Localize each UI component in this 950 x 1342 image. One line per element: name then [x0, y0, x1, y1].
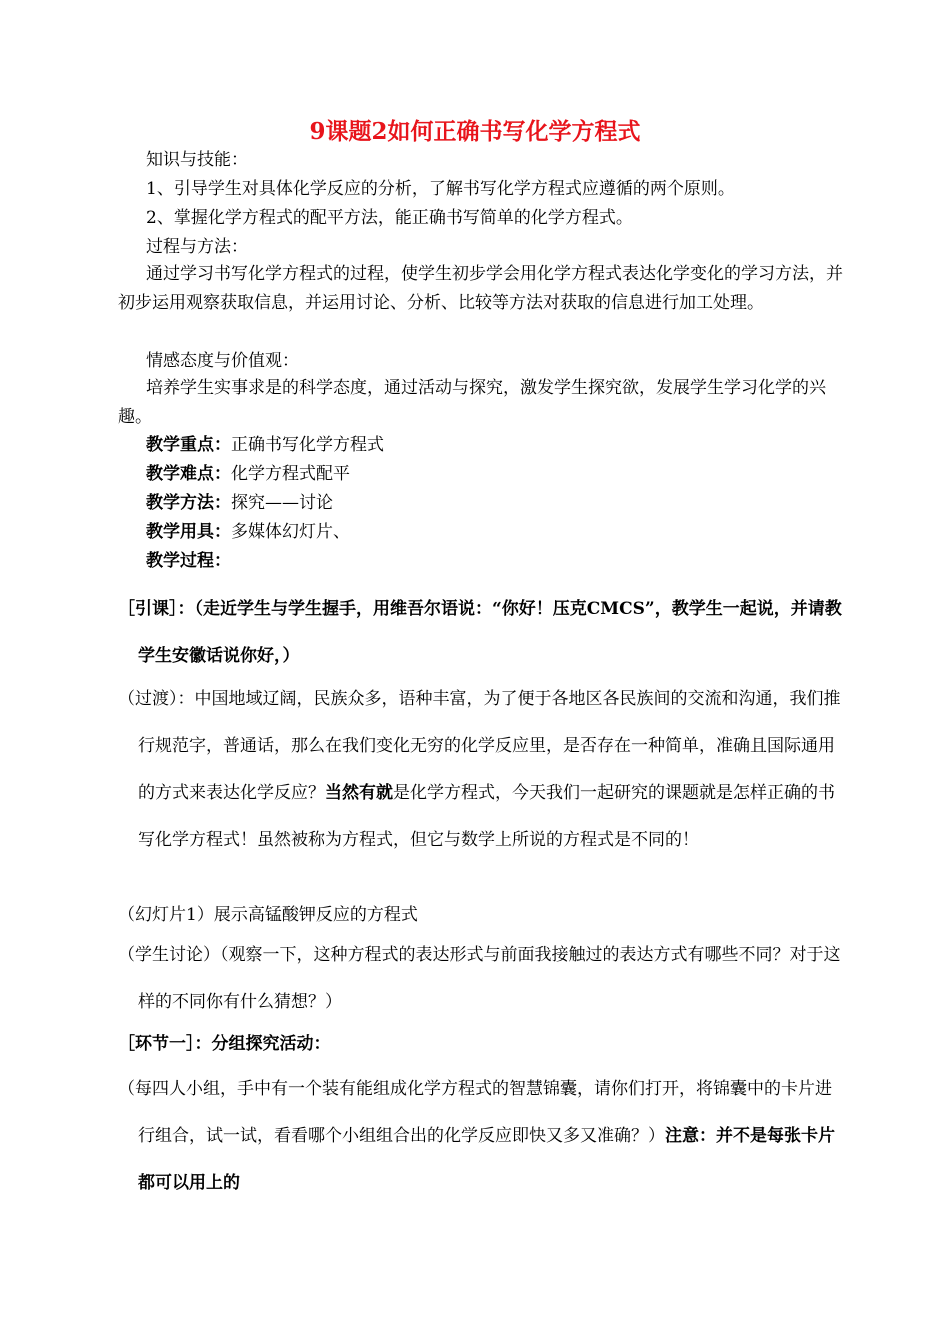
teaching-key-label: 教学重点：	[146, 435, 231, 455]
emotion-heading: 情感态度与价值观：	[146, 351, 299, 371]
teaching-difficulty-label: 教学难点：	[146, 464, 231, 484]
group-paragraph	[118, 1066, 846, 1207]
document-title: 9课题2如何正确书写化学方程式	[309, 118, 641, 145]
group-text: （每四人小组，手中有一个装有能组成化学方程式的智慧锦囊，请你们打开，将锦囊中的卡片进行组合，试一试，看看哪个小组组合出的化学反应即快又多又准确？）	[118, 1079, 832, 1146]
discussion-paragraph: （学生讨论）（观察一下，这种方程式的表达形式与前面我接触过的表达方式有哪些不同？对于这样的不同你有什么猜想？）	[118, 945, 841, 1012]
teaching-method-value: 探究——讨论	[231, 493, 333, 513]
group-note: 注意：并不是每张卡片都可以用上的	[138, 1126, 835, 1193]
knowledge-item-1: 1、引导学生对具体化学反应的分析，了解书写化学方程式应遵循的两个原则。	[146, 179, 735, 199]
slide1-line: （幻灯片1）展示高锰酸钾反应的方程式	[118, 905, 418, 925]
teaching-process-label: 教学过程：	[146, 551, 231, 571]
teaching-difficulty-value: 化学方程式配平	[231, 464, 350, 484]
knowledge-heading: 知识与技能：	[146, 150, 248, 170]
teaching-key-value: 正确书写化学方程式	[231, 435, 384, 455]
transition-text-after: 是化学方程式，今天我们一起研究的课题就是怎样正确的书写化学方程式！虽然被称为方程式，但它与数学上所说的方程式是不同的！	[138, 783, 835, 850]
teaching-tools	[146, 520, 350, 544]
teaching-difficulty	[146, 462, 350, 486]
teaching-method	[146, 491, 333, 515]
teaching-key	[146, 433, 384, 457]
intro-paragraph: ［引课］：（走近学生与学生握手，用维吾尔语说：“你好！压克CMCS”，教学生一起说，并请教学生安徽话说你好，）	[118, 599, 842, 666]
teaching-tools-value: 多媒体幻灯片、	[231, 522, 350, 542]
emotion-paragraph: 培养学生实事求是的科学态度，通过活动与探究，激发学生探究欲，发展学生学习化学的兴趣。	[118, 378, 826, 427]
process-heading: 过程与方法：	[146, 237, 248, 257]
process-paragraph: 通过学习书写化学方程式的过程，使学生初步学会用化学方程式表达化学变化的学习方法，并初步运用观察获取信息，并运用讨论、分析、比较等方法对获取的信息进行加工处理。	[118, 264, 843, 313]
section1-heading: ［环节一］：分组探究活动：	[118, 1034, 331, 1054]
knowledge-item-2: 2、掌握化学方程式的配平方法，能正确书写简单的化学方程式。	[146, 208, 633, 228]
teaching-method-label: 教学方法：	[146, 493, 231, 513]
transition-bold-text: 当然有就	[325, 783, 393, 803]
transition-text-before: （过渡）：中国地域辽阔，民族众多，语种丰富，为了便于各地区各民族间的交流和沟通，我们推行规范字，普通话，那么在我们变化无穷的化学反应里，是否存在一种简单，准确且国际通用的方式来表达化学反应？	[118, 689, 841, 803]
teaching-tools-label: 教学用具：	[146, 522, 231, 542]
transition-paragraph	[118, 676, 846, 864]
